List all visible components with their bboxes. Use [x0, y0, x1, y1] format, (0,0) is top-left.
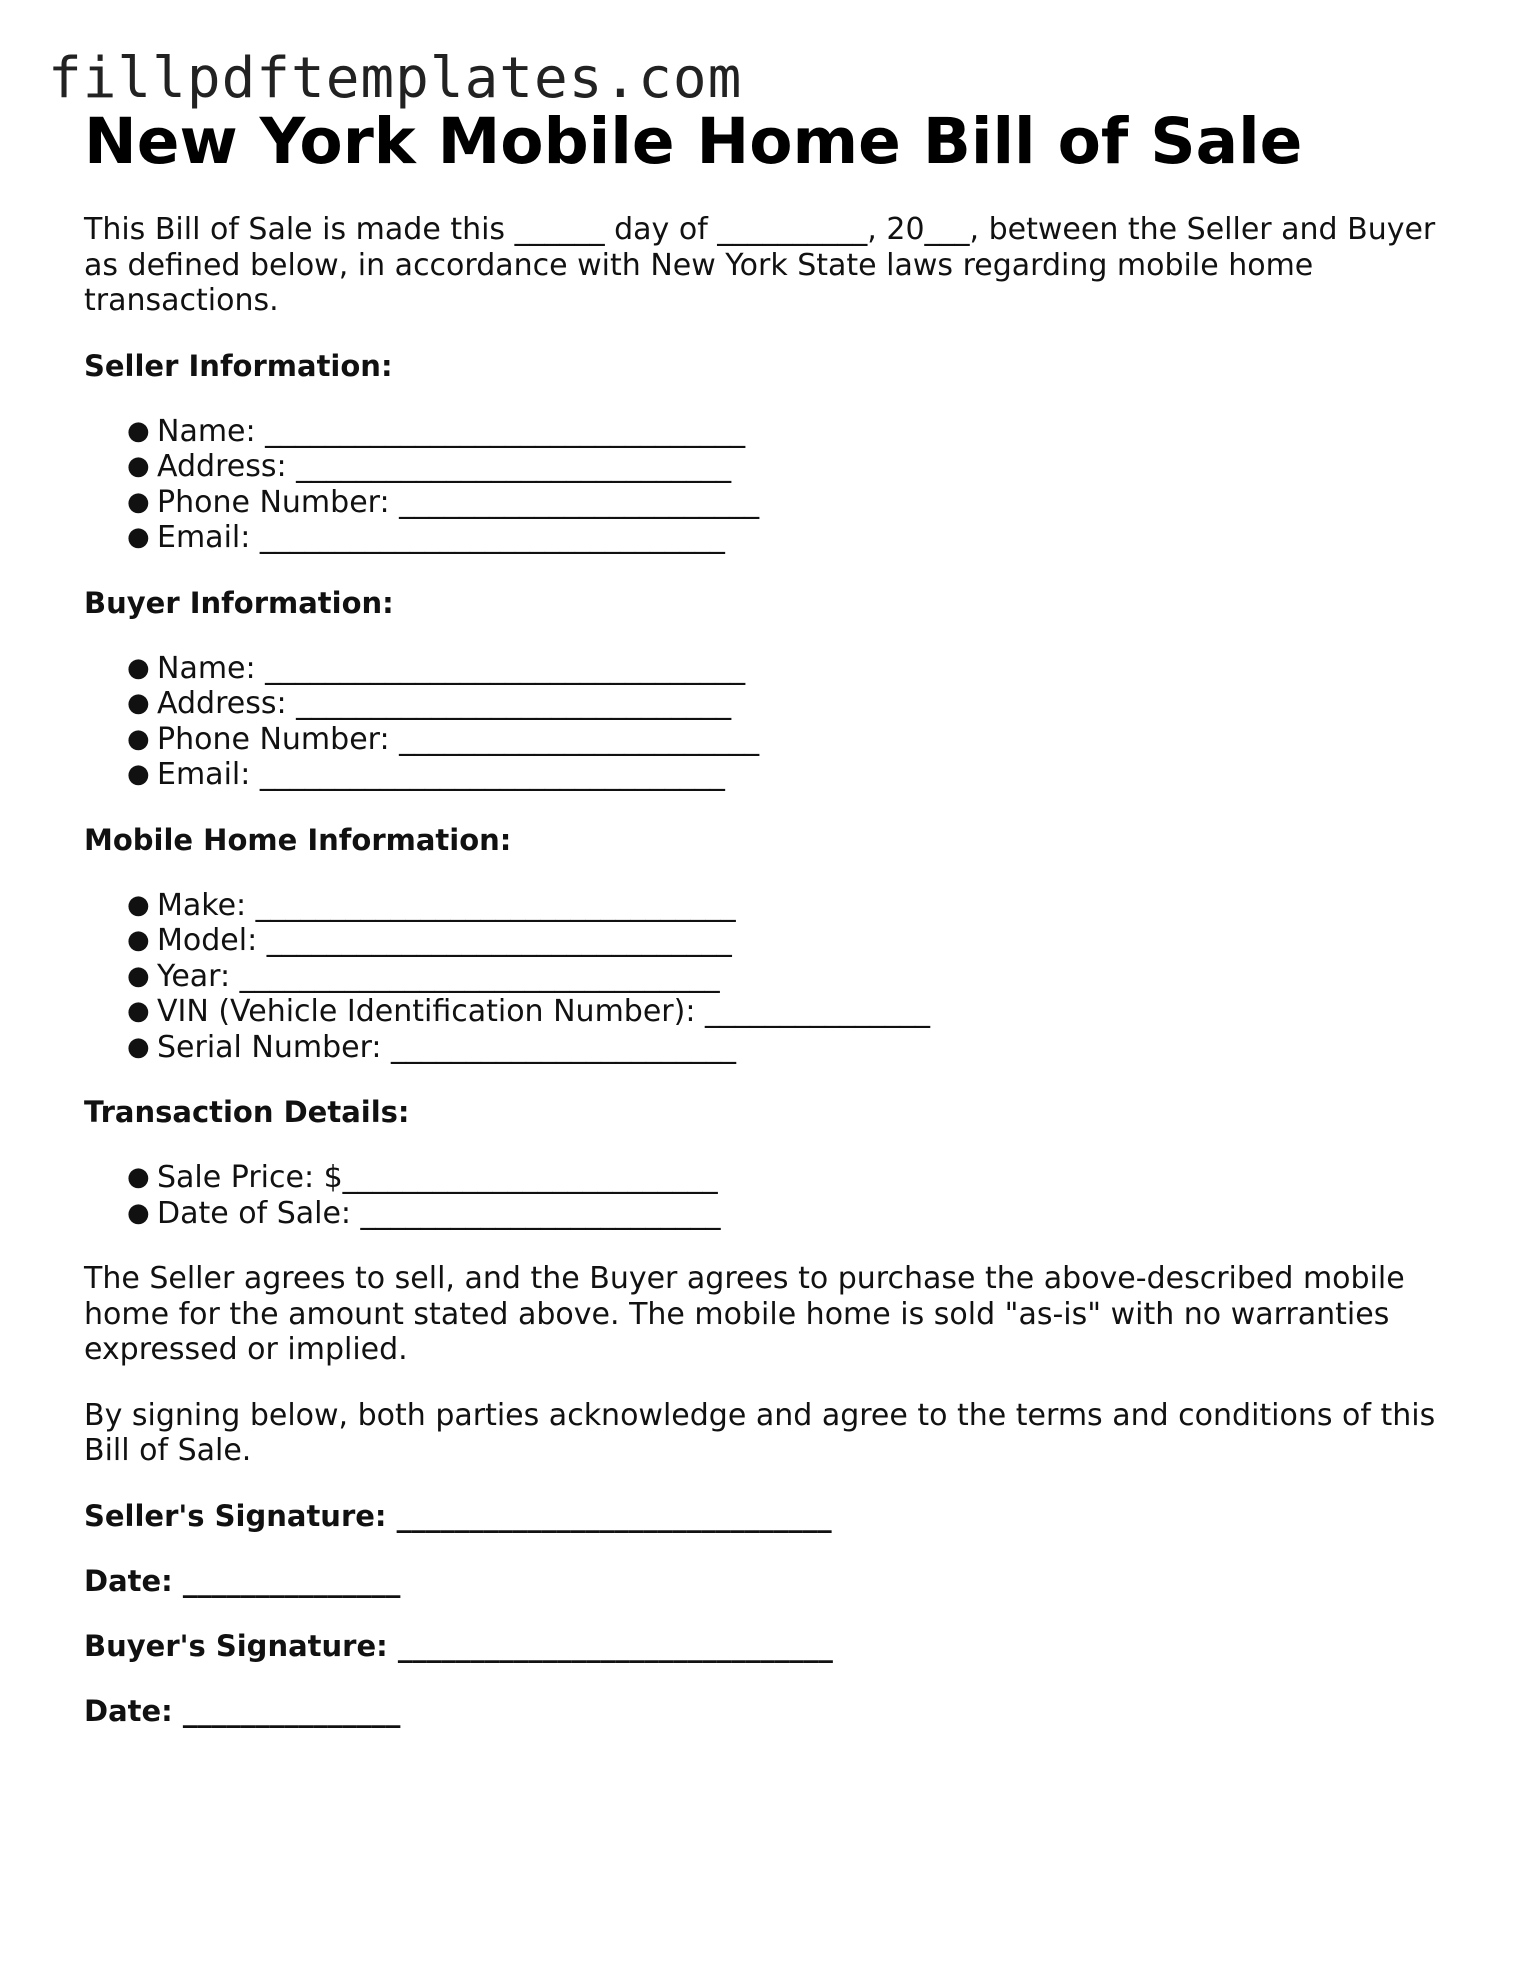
bullet-icon: ● — [127, 1031, 150, 1062]
bullet-icon: ● — [127, 688, 150, 718]
year-field[interactable]: ● Year: ________________________________ — [127, 958, 720, 994]
seller-date-line[interactable]: Date: _______________ — [84, 1563, 401, 1598]
bullet-icon: ● — [127, 759, 150, 789]
buyer-phone-field[interactable]: ● Phone Number: ________________________ — [127, 721, 760, 757]
bullet-icon: ● — [127, 415, 150, 446]
mobile-home-section-heading: Mobile Home Information: — [84, 822, 512, 857]
buyer-address-field[interactable]: ● Address: _____________________________ — [127, 686, 732, 721]
seller-name-field[interactable]: ● Name: ________________________________ — [127, 413, 746, 449]
bullet-icon: ● — [127, 925, 150, 955]
seller-phone-field[interactable]: ● Phone Number: ________________________ — [127, 484, 760, 520]
date-of-sale-field[interactable]: ● Date of Sale: ________________________ — [127, 1195, 721, 1231]
agreement-paragraph: The Seller agrees to sell, and the Buyer agrees to purchase the above-described mobile home for the amount stated above. The mobile home is sold "as-is" with no warranties expressed or implied. — [84, 1261, 1405, 1367]
sale-price-field[interactable]: ● Sale Price: $_________________________ — [127, 1160, 718, 1195]
buyer-section-heading: Buyer Information: — [84, 585, 394, 620]
bullet-icon: ● — [127, 723, 150, 754]
bullet-icon: ● — [127, 652, 150, 683]
buyer-name-field[interactable]: ● Name: ________________________________ — [127, 650, 746, 686]
seller-email-field[interactable]: ● Email: _______________________________ — [127, 520, 725, 555]
bullet-icon: ● — [127, 1197, 150, 1228]
seller-fields-list — [84, 414, 1444, 556]
buyer-email-field[interactable]: ● Email: _______________________________ — [127, 757, 725, 792]
bullet-icon: ● — [127, 486, 150, 517]
acknowledgment-paragraph: By signing below, both parties acknowledge and agree to the terms and conditions of this Bill of Sale. — [84, 1397, 1436, 1468]
seller-section-heading: Seller Information: — [84, 348, 393, 383]
seller-address-field[interactable]: ● Address: _____________________________ — [127, 449, 732, 484]
transaction-section-heading: Transaction Details: — [84, 1095, 410, 1129]
model-field[interactable]: ● Model: _______________________________ — [127, 923, 732, 958]
bullet-icon: ● — [127, 960, 150, 991]
bullet-icon: ● — [127, 996, 150, 1026]
bullet-icon: ● — [127, 522, 150, 552]
document-body — [84, 104, 1444, 1729]
buyer-date-line[interactable]: Date: _______________ — [84, 1693, 401, 1728]
buyer-fields-list — [84, 651, 1444, 793]
bullet-icon: ● — [127, 1162, 150, 1192]
intro-paragraph: This Bill of Sale is made this ______ day of __________, 20___, between the Seller and Buyer as defined below, in accordance with New York State laws regarding mobile home transactions. — [84, 212, 1436, 318]
transaction-fields-list — [84, 1160, 1444, 1231]
vin-field[interactable]: ● VIN (Vehicle Identification Number): _______________ — [127, 994, 930, 1029]
bullet-icon: ● — [127, 451, 150, 481]
page-title: New York Mobile Home Bill of Sale — [84, 105, 1303, 178]
make-field[interactable]: ● Make: ________________________________ — [127, 887, 736, 923]
watermark-logo: fillpdftemplates.com — [48, 46, 743, 111]
seller-signature-line[interactable]: Seller's Signature: ______________________________ — [84, 1498, 832, 1533]
buyer-signature-line[interactable]: Buyer's Signature: ______________________________ — [84, 1628, 833, 1663]
bullet-icon: ● — [127, 889, 150, 920]
serial-number-field[interactable]: ● Serial Number: _______________________ — [127, 1029, 737, 1065]
mobile-home-fields-list — [84, 888, 1444, 1066]
